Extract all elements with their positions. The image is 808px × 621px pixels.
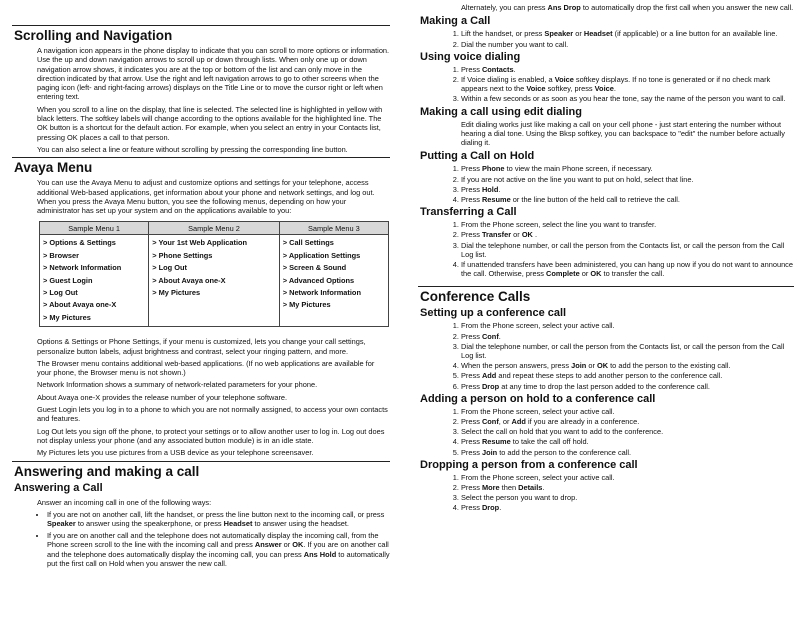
divider — [12, 461, 390, 462]
menu-column-1 — [40, 235, 149, 327]
section-title-answering: Answering and making a call — [14, 463, 200, 479]
menu-item: > Options & Settings — [43, 238, 116, 248]
list-item: 6. Press Drop at any time to drop the last person added to the conference call. — [461, 382, 794, 391]
section-title-scrolling: Scrolling and Navigation — [14, 28, 173, 43]
menu-item: > Log Out — [152, 263, 187, 273]
list-item: 5. Press Add and repeat these steps to add another person to the conference call. — [461, 371, 794, 380]
subsection-title: Putting a Call on Hold — [420, 150, 535, 163]
menu-item: > Network Information — [282, 288, 361, 298]
paragraph: A navigation icon appears in the phone display to indicate that you can scroll to more options or information. Use the up and down navigation arrows to scroll up or down through lists. When only one up or down navigation arrow shows, it indicates you are at the top or bottom of the list and can only move in the direction indicated by that arrow. Use the right and left navigation arrows to go to other screens when the paging icon (left- and right-facing arrows) displays on the Title Line or to move the cursor right or left when entering text. — [37, 46, 390, 102]
paragraph: You can use the Avaya Menu to adjust and customize options and settings for your telephone, access additional Web-based applications, get information about your phone and network settings, and log out. When you press the Avaya Menu button, you see the following menus, depending on how your administrator has set up your system and on the applications available to you: — [37, 178, 375, 216]
paragraph: About Avaya one-X provides the release number of your telephone software. — [37, 392, 288, 402]
menu-item: > Your 1st Web Application — [152, 238, 248, 248]
list-item: 2. If Voice dialing is enabled, a Voice softkey displays. If no tone is generated or if no check mark appears next to the Voice softkey, press Voice. — [461, 75, 794, 93]
left-column — [12, 0, 390, 571]
hold-steps — [418, 164, 794, 204]
list-item: 1. From the Phone screen, select the line you want to transfer. — [461, 220, 794, 229]
list-item: 1. Press Phone to view the main Phone screen, if necessary. — [461, 164, 794, 173]
menu-item: > Screen & Sound — [282, 263, 347, 273]
list-item: 2. Press Transfer or OK . — [461, 230, 794, 239]
list-item: 3. Select the call on hold that you want to add to the conference. — [461, 427, 794, 436]
answer-options-list — [12, 510, 390, 568]
subsection-title: Answering a Call — [14, 481, 103, 494]
divider — [12, 157, 390, 158]
paragraph: My Pictures lets you use pictures from a USB device as your telephone screensaver. — [37, 448, 314, 458]
menu-item: > Browser — [43, 250, 79, 260]
list-item: 2. Press More then Details. — [461, 483, 794, 492]
menu-column-2 — [149, 235, 279, 327]
drop-steps — [418, 473, 794, 513]
list-item: 1. Press Contacts. — [461, 65, 794, 74]
table-header: Sample Menu 2 — [149, 222, 279, 235]
menu-column-3 — [279, 235, 388, 327]
paragraph: Answer an incoming call in one of the following ways: — [37, 497, 212, 507]
list-item: 3. Dial the telephone number, or call the person from the Contacts list, or call the person from the Call Log list. — [461, 342, 794, 360]
making-call-steps — [418, 29, 794, 48]
paragraph: The Browser menu contains additional web-based applications. (If no web applications are available for your phone, the Browser menu is not shown.) — [37, 358, 375, 378]
list-item: 4. Press Drop. — [461, 503, 794, 512]
divider — [12, 25, 390, 26]
menu-item: > About Avaya one-X — [43, 300, 117, 310]
subsection-title: Dropping a person from a conference call — [420, 458, 638, 471]
menu-item: > Log Out — [43, 288, 78, 298]
list-item: 2. Press Conf. — [461, 332, 794, 341]
menu-item: > My Pictures — [282, 300, 331, 310]
paragraph: Log Out lets you sign off the phone, to protect your settings or to allow another user to log in. Log out does not display unless your phone (and any associated button module) is in an idle state. — [37, 426, 385, 445]
conference-setup-steps — [418, 321, 794, 390]
paragraph: Edit dialing works just like making a call on your cell phone - just start entering the number without hearing a dial tone. Using the Bksp softkey, you can backspace to "edit" the number before actually dialing it. — [461, 119, 785, 148]
subsection-title: Setting up a conference call — [420, 307, 567, 320]
list-item: 1. From the Phone screen, select your active call. — [461, 407, 794, 416]
voice-dialing-steps — [418, 65, 794, 104]
table-header: Sample Menu 1 — [40, 222, 149, 235]
list-item: 2. If you are not active on the line you want to put on hold, select that line. — [461, 175, 794, 184]
menu-item: > Guest Login — [43, 275, 93, 285]
list-item: 3. Within a few seconds or as soon as you hear the tone, say the name of the person you want to call. — [461, 94, 794, 103]
subsection-title: Adding a person on hold to a conference call — [420, 392, 656, 405]
add-hold-steps — [418, 407, 794, 457]
paragraph: When you scroll to a line on the display, that line is selected. The selected line is highlighted in yellow with black letters. The softkey labels will change according to the options available for the highlighted line. The OK button is a shortcut for the default action. For example, when you select an entry in your Contacts list, pressing OK places a call to that person. — [37, 104, 383, 142]
sample-menu-table — [39, 221, 389, 327]
list-item: 1. From the Phone screen, select your active call. — [461, 473, 794, 482]
section-title-conference: Conference Calls — [420, 289, 531, 305]
menu-item: > My Pictures — [43, 312, 91, 322]
subsection-title: Transferring a Call — [420, 206, 517, 219]
paragraph: Network Information shows a summary of network-related parameters for your phone. — [37, 380, 318, 390]
section-title-avaya-menu: Avaya Menu — [14, 160, 93, 176]
list-item: 2. Press Conf, or Add if you are already in a conference. — [461, 417, 794, 426]
transfer-steps — [418, 220, 794, 278]
paragraph: Guest Login lets you log in to a phone to which you are not normally assigned, to access your own contacts and features. — [37, 405, 388, 424]
right-column — [418, 0, 794, 515]
paragraph: Alternately, you can press Ans Drop to automatically drop the first call when you answer the new call. — [461, 3, 794, 12]
list-item: 4. Press Resume or the line button of the held call to retrieve the call. — [461, 195, 794, 204]
menu-item: > My Pictures — [152, 288, 201, 298]
paragraph: You can also select a line or feature without scrolling by pressing the corresponding line button. — [37, 144, 348, 154]
list-item: 3. Dial the telephone number, or call the person from the Contacts list, or call the person from the Call Log list. — [461, 241, 794, 259]
subsection-title: Using voice dialing — [420, 50, 521, 63]
subsection-title: Making a call using edit dialing — [420, 105, 582, 118]
list-item: 4. If unattended transfers have been administered, you can hang up now if you do not want to announce the call. Otherwise, press Complete or OK to transfer the call. — [461, 260, 794, 278]
list-item: 4. Press Resume to take the call off hold. — [461, 437, 794, 446]
menu-item: > About Avaya one-X — [152, 275, 226, 285]
list-item: • If you are on another call and the telephone does not automatically display the incoming call, from the Phone screen scroll to the line with the incoming call and press Answer or OK. If you are on another call and the telephone does automatically display the incoming call, you can press Ans Hold to automatically put the first call on Hold when you answer the new call. — [47, 531, 390, 568]
list-item: 1. Lift the handset, or press Speaker or Headset (if applicable) or a line button for an available line. — [461, 29, 794, 38]
divider — [418, 286, 794, 287]
menu-item: > Phone Settings — [152, 250, 213, 260]
menu-item: > Application Settings — [282, 250, 361, 260]
menu-item: > Network Information — [43, 263, 122, 273]
menu-item: > Call Settings — [282, 238, 334, 248]
list-item: 3. Press Hold. — [461, 185, 794, 194]
list-item: 4. When the person answers, press Join or OK to add the person to the existing call. — [461, 361, 794, 370]
list-item: 3. Select the person you want to drop. — [461, 493, 794, 502]
list-item: 2. Dial the number you want to call. — [461, 40, 794, 49]
subsection-title: Making a Call — [420, 15, 491, 28]
table-header: Sample Menu 3 — [279, 222, 388, 235]
paragraph: Options & Settings or Phone Settings, if your menu is customized, lets you change your call settings, personalize button labels, adjust brightness and contrast, select your ringing pattern, and more. — [37, 337, 366, 356]
list-item: 1. From the Phone screen, select your active call. — [461, 321, 794, 330]
list-item: • If you are not on another call, lift the handset, or press the line button next to the incoming call, or press Speaker to answer using the speakerphone, or press Headset to answer using the headset. — [47, 510, 390, 528]
menu-item: > Advanced Options — [282, 275, 355, 285]
list-item: 5. Press Join to add the person to the conference call. — [461, 448, 794, 457]
